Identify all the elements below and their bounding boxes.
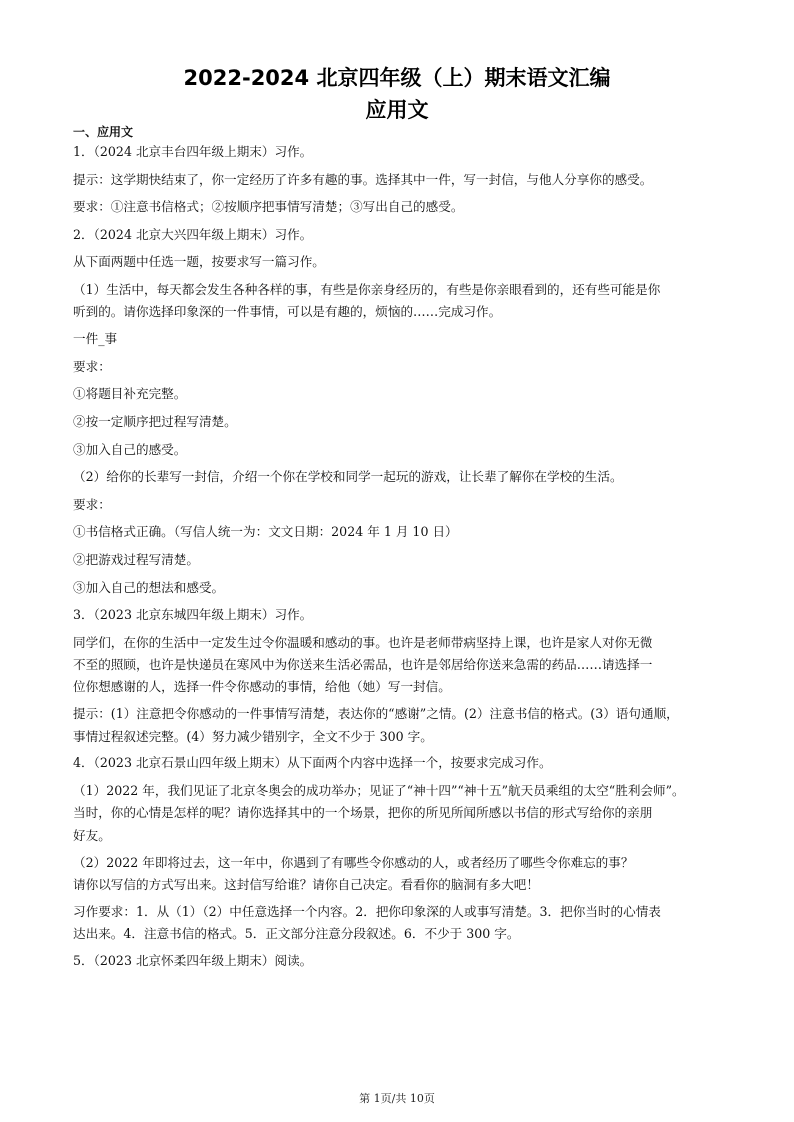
question-3-hint-line-1: 提示：(1）注意把令你感动的一件事情写清楚，表达你的“感谢”之情。(2）注意书信的格式。(3）语句通顺，	[73, 706, 679, 722]
question-4-requirements-line-1: 习作要求：1．从（1）（2）中任意选择一个内容。2．把你印象深的人或事写清楚。3．把你当时的心情表	[73, 903, 661, 919]
section-heading: 一、应用文	[73, 125, 134, 139]
document-body	[73, 141, 733, 978]
question-2-option-1-line-1: （1）生活中，每天都会发生各种各样的事，有些是你亲身经历的，有些是你亲眼看到的，还有些可能是你	[73, 281, 661, 297]
requirement-item: ①将题目补充完整。	[73, 386, 187, 402]
requirement-item: ②按一定顺序把过程写清楚。	[73, 413, 237, 429]
requirement-item: ③加入自己的想法和感受。	[73, 579, 225, 595]
question-2-option-2: （2）给你的长辈写一封信，介绍一个你在学校和同学一起玩的游戏，让长辈了解你在学校的生活。	[73, 469, 623, 485]
question-3-prompt-line-2: 不至的照顾，也许是快递员在寒风中为你送来生活必需品，也许是邻居给你送来急需的药品……请选择一	[73, 657, 653, 673]
requirements-label: 要求：	[73, 358, 111, 374]
requirement-item: ②把游戏过程写清楚。	[73, 551, 199, 567]
question-3-heading: 3．（2023 北京东城四年级上期末）习作。	[73, 607, 313, 623]
question-5-heading: 5．（2023 北京怀柔四年级上期末）阅读。	[73, 953, 313, 968]
question-2-heading: 2．（2024 北京大兴四年级上期末）习作。	[73, 226, 313, 242]
document-subtitle: 应用文	[365, 98, 429, 122]
question-4-option-1-line-1: （1）2022 年，我们见证了北京冬奥会的成功举办；见证了“神十四”“神十五”航天员乘组的太空“胜利会师”。	[73, 783, 685, 799]
question-4-option-1-line-2: 当时，你的心情是怎样的呢？请你选择其中的一个场景，把你的所见所闻所感以书信的形式写给你的亲朋	[73, 805, 653, 821]
question-3-prompt-line-3: 位你想感谢的人，选择一件令你感动的事情，给他（她）写一封信。	[73, 679, 451, 695]
question-2-instruction: 从下面两题中任选一题，按要求写一篇习作。	[73, 254, 325, 270]
page-footer: 第 1页/共 10页	[359, 1092, 435, 1105]
document-title: 2022-2024 北京四年级（上）期末语文汇编	[183, 66, 611, 90]
question-1-requirements: 要求：①注意书信格式；②按顺序把事情写清楚；③写出自己的感受。	[73, 199, 464, 215]
question-3-hint-line-2: 事情过程叙述完整。(4）努力减少错别字，全文不少于 300 字。	[73, 728, 433, 744]
question-4-heading: 4．（2023 北京石景山四年级上期末）从下面两个内容中选择一个，按要求完成习作。	[73, 755, 552, 771]
question-4-requirements-line-2: 达出来。4．注意书信的格式。5．正文部分注意分段叙述。6．不少于 300 字。	[73, 926, 520, 942]
question-4-option-2-line-2: 请你以写信的方式写出来。这封信写给谁？请你自己决定。看看你的脑洞有多大吧！	[73, 877, 539, 893]
question-2-title-blank: 一件_事	[73, 331, 118, 347]
question-1-heading: 1．（2024 北京丰台四年级上期末）习作。	[73, 144, 313, 159]
question-3-prompt-line-1: 同学们，在你的生活中一定发生过令你温暖和感动的事。也许是老师带病坚持上课，也许是家人对你无微	[73, 634, 653, 650]
requirement-item: ③加入自己的感受。	[73, 441, 187, 457]
requirement-item: ①书信格式正确。（写信人统一为：文文日期：2024 年 1 月 10 日）	[73, 524, 458, 540]
question-4-option-2-line-1: （2）2022 年即将过去，这一年中，你遇到了有哪些令你感动的人，或者经历了哪些令你难忘的事？	[73, 854, 634, 870]
question-1-hint: 提示：这学期快结束了，你一定经历了许多有趣的事。选择其中一件，写一封信，与他人分享你的感受。	[73, 171, 653, 187]
question-4-option-1-line-3: 好友。	[73, 827, 111, 843]
question-2-option-1-line-2: 听到的。请你选择印象深的一件事情，可以是有趣的，烦恼的……完成习作。	[73, 304, 502, 320]
requirements-label: 要求：	[73, 496, 111, 512]
